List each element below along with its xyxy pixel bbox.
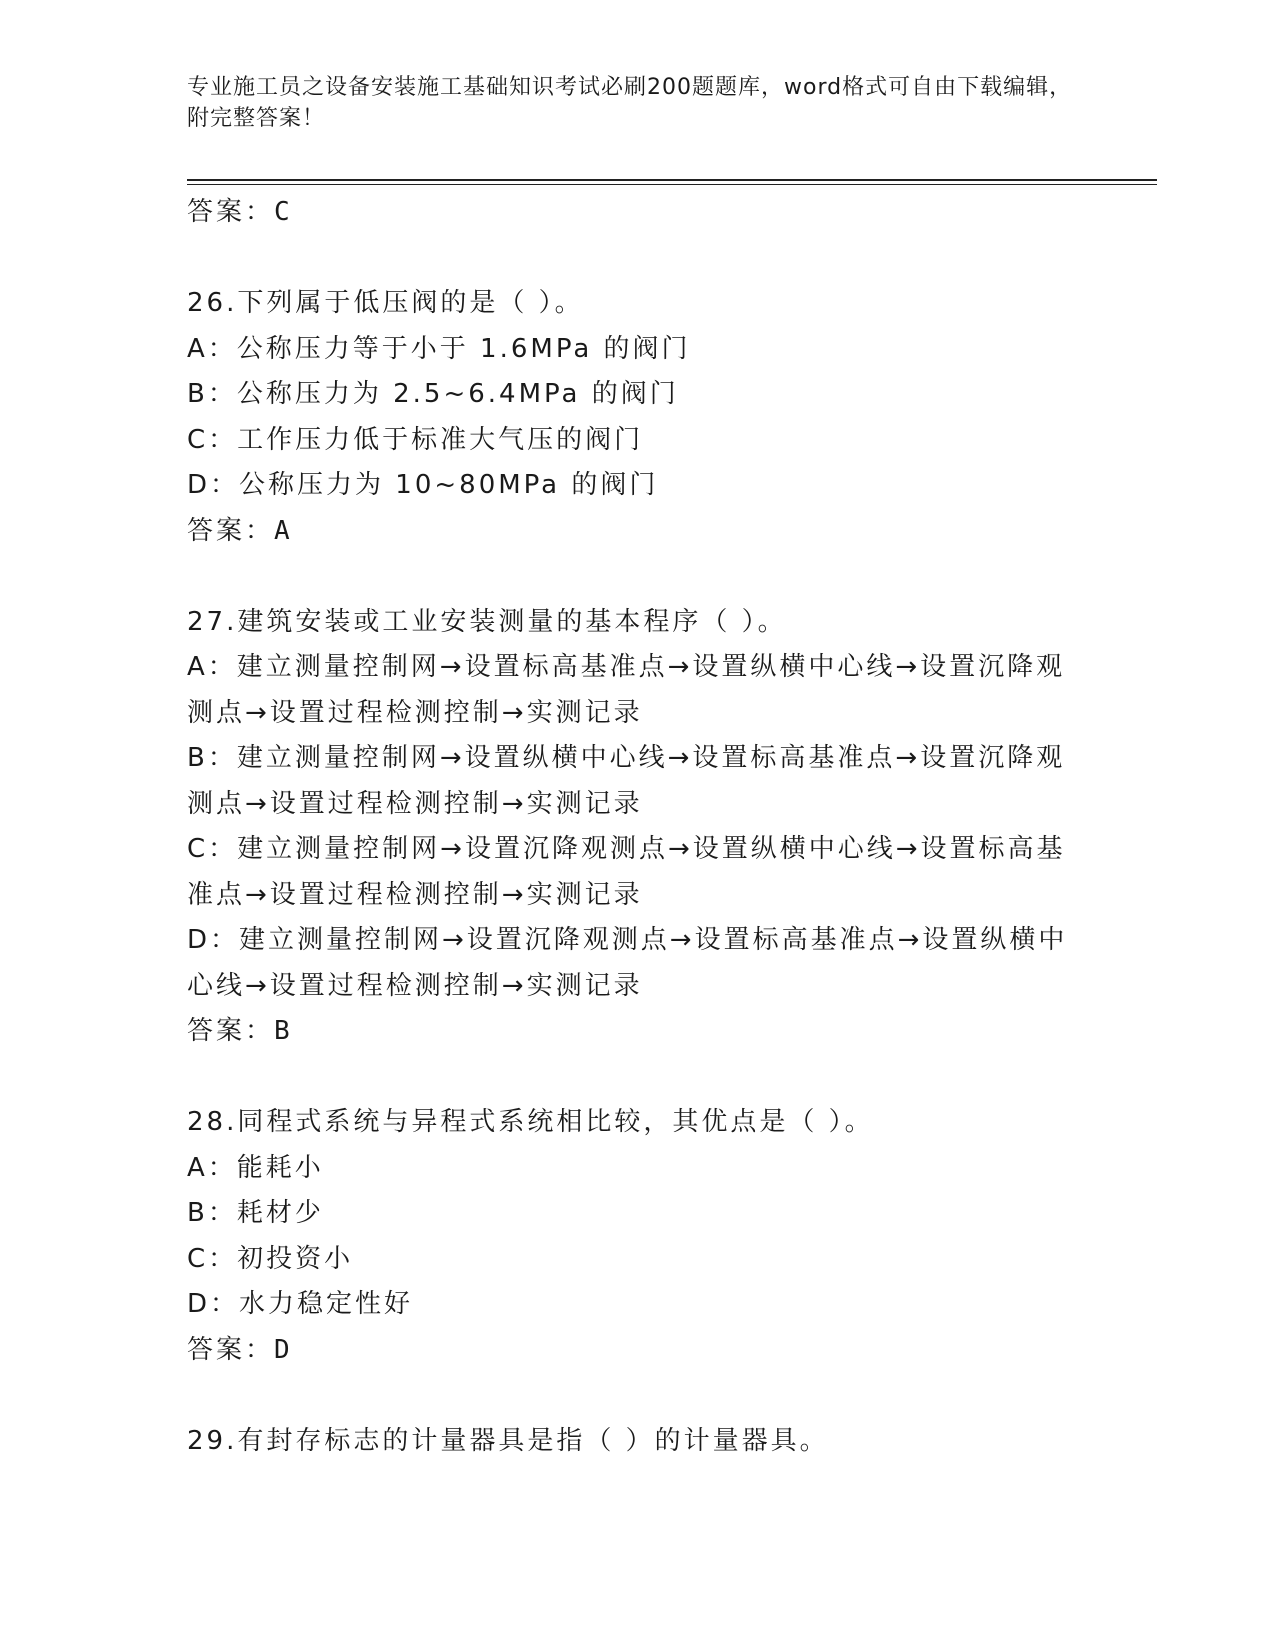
answer-label: 答案： — [187, 1334, 275, 1365]
option-a: A：能耗小 — [187, 1152, 324, 1183]
spacer — [187, 1373, 1087, 1419]
header-divider — [187, 179, 1157, 181]
answer-label: 答案： — [187, 515, 275, 546]
option-b: B：公称压力为 2.5~6.4MPa 的阀门 — [187, 379, 679, 409]
answer-line — [187, 1009, 1087, 1055]
question-list — [187, 190, 1087, 1464]
option-d: D：建立测量控制网→设置沉降观测点→设置标高基准点→设置纵横中心线→设置过程检测控制→实测记录 — [187, 925, 1068, 1001]
option-a: A：建立测量控制网→设置标高基准点→设置纵横中心线→设置沉降观测点→设置过程检测控制→实测记录 — [187, 652, 1066, 728]
header-divider-thin — [187, 184, 1157, 185]
answer-label: 答案： — [187, 1016, 275, 1046]
header-title: 专业施工员之设备安装施工基础知识考试必刷200题题库，word格式可自由下载编辑，附完整答案！ — [187, 75, 1073, 131]
question-stem: 27.建筑安装或工业安装测量的基本程序（ ）。 — [187, 606, 787, 637]
document-header — [187, 72, 1087, 134]
answer-value: C — [274, 197, 291, 227]
answer-value: D — [274, 1334, 291, 1365]
option-c: C：初投资小 — [187, 1243, 354, 1274]
answer-line — [187, 190, 1087, 236]
option-b: B：建立测量控制网→设置纵横中心线→设置标高基准点→设置沉降观测点→设置过程检测控制→实测记录 — [187, 743, 1066, 819]
question-stem: 29.有封存标志的计量器具是指（ ）的计量器具。 — [187, 1425, 829, 1456]
option-c: C：建立测量控制网→设置沉降观测点→设置纵横中心线→设置标高基准点→设置过程检测控制→实测记录 — [187, 834, 1066, 910]
answer-value: A — [274, 515, 291, 546]
option-b: B：耗材少 — [187, 1198, 324, 1228]
question-stem: 28.同程式系统与异程式系统相比较，其优点是（ ）。 — [187, 1107, 874, 1137]
answer-label: 答案： — [187, 197, 275, 227]
option-d: D：公称压力为 10~80MPa 的阀门 — [187, 470, 659, 500]
spacer — [187, 1055, 1087, 1101]
spacer — [187, 236, 1087, 282]
spacer — [187, 554, 1087, 600]
answer-line — [187, 1328, 1087, 1374]
question-stem: 26.下列属于低压阀的是（ ）。 — [187, 288, 584, 318]
answer-value: B — [274, 1016, 291, 1046]
option-c: C：工作压力低于标准大气压的阀门 — [187, 424, 644, 455]
option-d: D：水力稳定性好 — [187, 1289, 414, 1319]
option-a: A：公称压力等于小于 1.6MPa 的阀门 — [187, 333, 691, 364]
answer-line — [187, 509, 1087, 555]
